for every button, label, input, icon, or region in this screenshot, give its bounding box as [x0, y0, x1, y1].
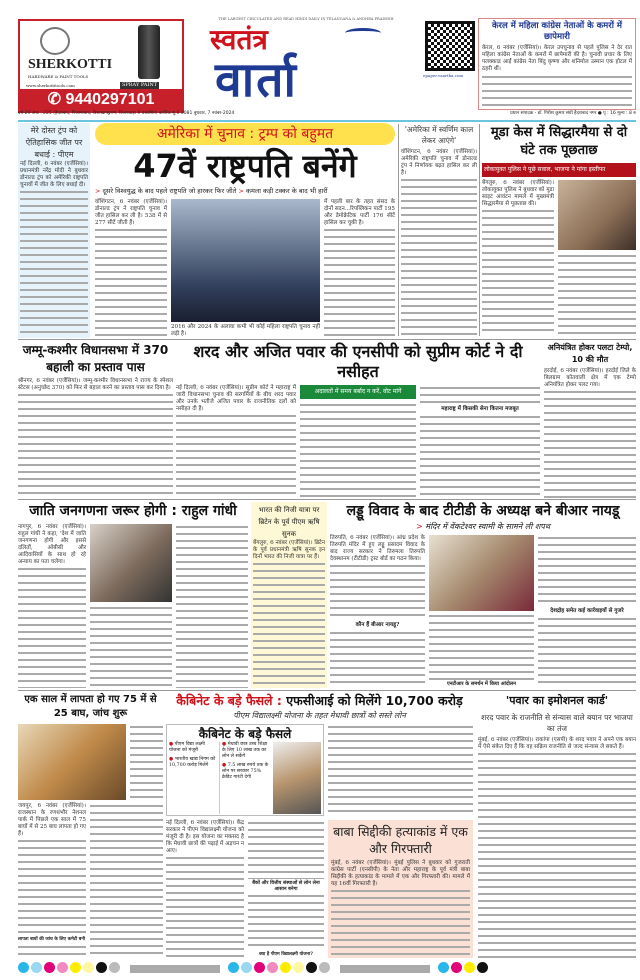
qr-code	[425, 21, 475, 71]
rahul-photo	[90, 524, 172, 602]
cabinet-subhead: बैंकों और वित्तीय संस्थाओं से लोन लेना आसान बनेगा	[252, 879, 320, 892]
sunak-body: बेंगलुरु, 6 नवंबर (एजेंसियां)। ब्रिटेन के पूर्व प्रधानमंत्री ऋषि सुनक इन दिनों भारत की निजी यात्रा पर हैं।	[253, 540, 325, 560]
ttd-story: लड्डू विवाद के बाद टीटीडी के अध्यक्ष बने बीआर नायडू > मंदिर में वेंकटेश्वर स्वामी के सामने ली शपथ तिरुपति, 6 नवंबर (एजेंसियां)। आंध्र प्रदेश के तिरुपति मंदिर में हुए लड्डू प्रसादम विवाद के बाद राज्य सरकार ने तिरुमला तिरुपति देवस्थानम (टीटीडी) ट्रस्ट बोर्ड का गठन किया। कौन हैं बीआर नायडू? एनटीआर के समर्थन में किया आंदोलन देशद्रोह समेत कई कार्रवाइयों से गुजरे	[330, 502, 636, 688]
ncp-body: नई दिल्ली, 6 नवंबर (एजेंसियां)। सुप्रीम कोर्ट ने महाराष्ट्र में जारी विधानसभा चुनाव की सरगर्मियों के बीच शरद पवार और उनके भतीजे अजित पवार के राजनीतिक दलों को नसीहत दी है।	[176, 385, 296, 412]
tigers-body: जयपुर, 6 नवंबर (एजेंसियां)। राजस्थान के रणथंभौर नेशनल पार्क में पिछले एक साल में 75 बाघों में से 25 बाघ लापता हो गए हैं।	[18, 803, 86, 837]
lead-subline: > दूसरे विश्वयुद्ध के बाद पहले राष्ट्रपति जो हारकर फिर जीते > कमला कड़ी टक्कर के बाद भी हारीं	[95, 187, 328, 195]
sunak-story	[251, 502, 327, 688]
pawar-story	[478, 693, 636, 958]
lead-sub1: दूसरे विश्वयुद्ध के बाद पहले राष्ट्रपति जो हारकर फिर जीते	[102, 187, 237, 195]
siddiqui-headline: बाबा सिद्दीकी हत्याकांड में एक और गिरफ्तारी	[333, 824, 468, 856]
tigers-photo	[18, 724, 126, 800]
pawar-body: मुंबई, 6 नवंबर (एजेंसियां)। राकांपा (एसपी) के शरद पवार ने अपने एक बयान में ऐसे संकेत दिए हैं कि वह सक्रिय राजनीति से जल्द संन्यास ले सकते हैं।	[478, 737, 636, 750]
lead-body-2: 2016 और 2024 के अलावा कभी भी कोई महिला राष्ट्रपति चुनाव नहीं लड़ी है।	[171, 324, 320, 337]
cabinet-headline-red: कैबिनेट के बड़े फैसले :	[176, 693, 282, 708]
cabinet-headline	[166, 693, 473, 709]
divider	[18, 120, 636, 122]
top-right-story	[478, 18, 636, 110]
rahul-body: नागपुर, 6 नवंबर (एजेंसियां)। राहुल गांधी ने कहा, 'देश में जाति जनगणना होगी और इससे दलितों, ओबीसी और आदिवासियों के साथ हो रहे अन्याय का पता चलेगा।	[18, 524, 86, 565]
epaper-url: epaper.vaartha.com	[423, 73, 464, 78]
ttd-box-head: कौन हैं बीआर नायडू?	[355, 622, 400, 628]
bird-logo-icon	[345, 28, 381, 38]
phone-icon: ✆	[47, 91, 66, 108]
rahul-headline: जाति जनगणना जरूर होगी : राहुल गांधी	[29, 503, 237, 519]
dateline-row	[18, 111, 636, 117]
tempo-headline: अनियंत्रित होकर पलटा टेम्पो, 10 की मौत	[547, 343, 633, 364]
golden-story	[401, 124, 477, 336]
cabinet-point: ● मेधावी छात्र उच्च शिक्षा के लिए 10 लाख तक का लोन ले सकेंगे	[222, 742, 268, 759]
golden-body: वॉशिंगटन, 6 नवंबर (एजेंसियां)। अमेरिकी राष्ट्रपति चुनाव में डोनाल्ड ट्रंप ने निर्णायक बढ़त हासिल कर ली है।	[401, 149, 477, 176]
jk-body: श्रीनगर, 6 नवंबर (एजेंसियां)। जम्मू-कश्मीर विधानसभा ने राज्य के स्पेशल स्टेटस (अनुच्छेद 370) को फिर से बहाल करने का प्रस्ताव पास कर दिया है।	[18, 378, 173, 391]
siddiqui-body: मुंबई, 6 नवंबर (एजेंसियां)। मुंबई पुलिस ने बुधवार को गुजराती कांग्रेस पार्टी (एनसीपी) के नेता और महाराष्ट्र के पूर्व मंत्री बाबा सिद्दीकी के हत्याकांड के मामले में एक और गिरफ्तारी की। मामले में यह 16वीं गिरफ्तारी है।	[331, 860, 470, 887]
cabinet-graphic	[166, 724, 324, 816]
modi-headline: मेरे दोस्त ट्रंप को ऐतिहासिक जीत पर बधाई : पीएम	[25, 126, 83, 159]
pawar-subheadline: शरद पवार के राजनीति से संन्यास वाले बयान पर भाजपा का तंज	[481, 713, 633, 733]
sunak-headline: भारत की निजी यात्रा पर ब्रिटेन के पूर्व पीएम ऋषि सुनक	[258, 506, 320, 538]
siddaramaiah-photo	[558, 180, 636, 250]
top-right-headline: केरल में महिला कांग्रेस नेताओं के कमरों में छापेमारी	[492, 21, 622, 42]
cabinet-point: ● भारतीय खाद्य निगम को 10,700 करोड़ मिलेंगे	[169, 757, 216, 768]
minister-photo	[273, 742, 321, 814]
lead-body-1: वॉशिंगटन, 6 नवंबर (एजेंसियां)। डोनाल्ड ट्रंप ने राष्ट्रपति चुनाव में जीत हासिल कर ली है। 538 में से 277 सीटें जीती हैं।	[95, 199, 167, 226]
cabinet-body: नई दिल्ली, 6 नवंबर (एजेंसियां)। केंद्र सरकार ने पीएम विद्यालक्ष्मी योजना को मंजूरी दी है। इस योजना का मकसद है कि मेधावी छात्रों की पढ़ाई में अड़चन न आए।	[166, 820, 244, 854]
cabinet-subheadline: पीएम विद्यालक्ष्मी योजना के तहत मेधावी छात्रों को सस्ते लोन	[233, 711, 406, 720]
muda-story	[482, 124, 636, 336]
muda-strap: लोकायुक्त पुलिस ने पूछे सवाल, भाजपा ने मांगा इस्तीफा	[482, 163, 636, 177]
jk-headline: जम्मू-कश्मीर विधानसभा में 370 बहाली का प्रस्ताव पास	[22, 343, 169, 374]
tempo-body: हरदोई, 6 नवंबर (एजेंसियां)। हरदोई जिले के बिलग्राम कोतवाली क्षेत्र में एक टेम्पो अनियंत्रित होकर पलट गया।	[544, 368, 636, 388]
ncp-strap: अदालतों में समय बर्बाद न करें, वोट मांगें	[300, 385, 416, 399]
cabinet-point: ● पीएम विद्या लक्ष्मी योजना को मंजूरी	[169, 742, 205, 753]
cabinet-story	[166, 693, 473, 958]
registration-marks	[18, 962, 636, 974]
spray-can-icon	[138, 25, 160, 79]
lead-headline: 47वें राष्ट्रपति बनेंगे	[133, 147, 357, 185]
tigers-headline: एक साल में लापता हो गए 75 में से 25 बाघ, जांच शुरू	[24, 694, 157, 719]
ncp-story	[176, 342, 540, 498]
jk-story	[18, 342, 173, 498]
muda-body: बेंगलुरु, 6 नवंबर (एजेंसियां)। लोकायुक्त पुलिस ने बुधवार को मूडा साइट आवंटन मामले में मुख्यमंत्री सिद्धारमैया से पूछताछ की।	[482, 180, 554, 207]
rahul-story	[18, 502, 248, 688]
cabinet-question: क्या है पीएम विद्यालक्ष्मी योजना?	[259, 952, 313, 957]
ttd-headline: लड्डू विवाद के बाद टीटीडी के अध्यक्ष बने बीआर नायडू	[346, 503, 620, 519]
ad-box	[18, 19, 184, 113]
editor-line: प्रधान संपादक - डॉ. गिरीश कुमार संघी हैदराबाद नगर ● पृ : 16 मूल्य : 8 रु	[510, 111, 636, 116]
lion-logo-icon	[40, 27, 70, 55]
naidu-photo	[429, 535, 534, 611]
ad-phone: 9440297101	[65, 91, 155, 108]
lead-banner: अमेरिका में चुनाव : ट्रम्प को बहुमत	[95, 123, 395, 145]
ttd-subheadline: मंदिर में वेंकटेश्वर स्वामी के सामने ली शपथ	[425, 522, 550, 531]
tempo-story	[544, 342, 636, 498]
logo-top: स्वतंत्र	[210, 23, 268, 56]
tagline: THE LARGEST CIRCULATED AND READ HINDI DAILY IN TELANGANA & ANDHRA PRADESH	[218, 17, 394, 21]
ad-badge: SPRAY PAINT	[122, 82, 158, 88]
trump-photo	[171, 199, 320, 322]
ttd-subhead-2: देशद्रोह समेत कई कार्रवाइयों से गुजरे	[550, 608, 624, 614]
dateline: वर्ष-29 अंक : 225 (हैदराबाद, निजामाबाद, विशाखापट्टणम, विजयवाड़ा से प्रकाशित) कार्तिक शु.6 2081 बुधवार, 7 नवंबर-2024	[18, 111, 235, 116]
ad-sub: HARDWARE & PAINT TOOLS	[28, 74, 89, 79]
modi-story	[18, 123, 90, 338]
lead-story	[95, 123, 395, 338]
lead-sub2: कमला कड़ी टक्कर के बाद भी हारीं	[245, 187, 328, 195]
modi-body: नई दिल्ली, 6 नवंबर (एजेंसियां)। प्रधानमंत्री नरेंद्र मोदी ने बुधवार डोनाल्ड ट्रंप को अमेरिकी राष्ट्रपति चुनावों में जीत के लिए बधाई दी।	[20, 161, 88, 188]
pawar-headline: 'पवार का इमोशनल कार्ड'	[505, 694, 609, 707]
logo-main: वार्ता	[215, 52, 298, 108]
cabinet-point: ● 7.5 लाख रुपये तक के लोन पर सरकार 75% क्रेडिट गारंटी देगी	[222, 763, 269, 780]
tigers-story	[18, 693, 163, 958]
ad-site: www.sherkottitools.com	[26, 83, 75, 88]
cabinet-headline-main: एफसीआई को मिलेंगे 10,700 करोड़	[286, 693, 463, 708]
muda-headline: मूडा केस में सिद्धारमैया से दो घंटे तक पूछताछ	[490, 125, 628, 158]
ad-phone-bar	[20, 89, 182, 111]
top-right-body: केरल, 6 नवंबर (एजेंसियां)। केरल उपचुनाव से पहले पुलिस ने देर रात महिला कांग्रेस नेताओं के कमरों में छापेमारी की है। चुनावी प्रचार के लिए पलक्काड आईं कांग्रेस नेता बिंदु कृष्णा और शनिमोल उस्मान एक होटल में ठहरी थीं।	[482, 45, 632, 72]
ttd-caption: एनटीआर के समर्थन में किया आंदोलन	[447, 681, 516, 687]
golden-headline: 'अमेरिका में स्वर्णिम काल लेकर आएंगे'	[404, 125, 474, 145]
ttd-body: तिरुपति, 6 नवंबर (एजेंसियां)। आंध्र प्रदेश के तिरुपति मंदिर में हुए लड्डू प्रसादम विवाद के बाद राज्य सरकार ने तिरुमला तिरुपति देवस्थानम (टीटीडी) ट्रस्ट बोर्ड का गठन किया।	[330, 535, 425, 562]
tigers-subhead: लापता बाघों की जांच के लिए कमेटी बनी	[18, 937, 85, 942]
ncp-headline: शरद और अजित पवार की एनसीपी को सुप्रीम कोर्ट ने दी नसीहत	[193, 342, 523, 381]
ad-brand: SHERKOTTI	[28, 57, 113, 72]
lead-body-3: में पहली बार के तहत संसद के दोनों सदन...रिपब्लिकन पार्टी 195 और डेमोक्रेटिक पार्टी 176 सीटें हासिल कर चुकी है।	[324, 199, 395, 226]
siddiqui-story	[328, 820, 473, 958]
cabinet-graphic-title: कैबिनेट के बड़े फैसले	[198, 727, 292, 741]
ncp-subhead: महाराष्ट्र में किसकी सेना कितना मजबूत	[441, 406, 519, 412]
